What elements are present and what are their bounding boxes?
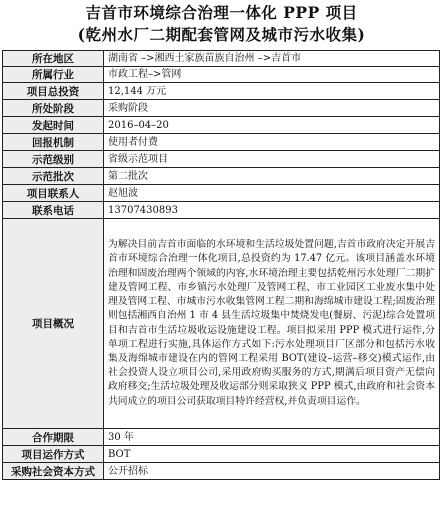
industry-value: 市政工程–>管网	[104, 67, 440, 83]
return-mechanism-value: 使用者付费	[104, 134, 440, 151]
project-info-table	[2, 50, 440, 480]
launch-time-value: 2016–04–20	[104, 117, 440, 134]
table-row	[3, 463, 440, 480]
phone-value: 13707430893	[104, 202, 440, 219]
demo-batch-label: 示范批次	[3, 168, 104, 185]
demo-batch-value: 第二批次	[104, 168, 440, 185]
operation-mode-value: BOT	[104, 446, 440, 463]
stage-value: 采购阶段	[104, 100, 440, 117]
procurement-value: 公开招标	[104, 463, 440, 480]
return-mechanism-label: 回报机制	[3, 134, 104, 151]
cooperation-period-label: 合作期限	[3, 429, 104, 446]
table-row	[3, 168, 440, 185]
table-row	[3, 219, 440, 429]
table-row	[3, 134, 440, 151]
table-row	[3, 100, 440, 117]
cooperation-period-value: 30 年	[104, 429, 440, 446]
location-label: 所在地区	[3, 51, 104, 67]
procurement-label: 采购社会资本方式	[3, 463, 104, 480]
investment-label: 项目总投资	[3, 83, 104, 100]
table-row	[3, 83, 440, 100]
contact-value: 赵旭波	[104, 185, 440, 202]
table-row	[3, 67, 440, 83]
overview-value: 为解决目前吉首市面临的水环境和生活垃圾处置问题,吉首市政府决定开展吉首市环境综合治理一体化项目,总投资约为 17.47 亿元。该项目涵盖水环境治理和固废治理两个领域的内容,水环境治理主要包括乾州污水处理厂二期扩建及管网工程、市乡镇污水处理厂及管网工程、市工业园区工业废水集中处理及管网工程、市城市污水收集管网工程二期和海绵城市建设工程;固废治理则包括湘西自治州 1 市 4 县生活垃圾集中焚烧发电(餐厨、污泥)综合处置项目和吉首市生活垃圾收运设施建设工程。项目拟采用 PPP 模式进行运作,分单项工程进行实施,具体运作方式如下:污水处理项目厂区部分和包括污水收集及海绵城市建设在内的管网工程采用 BOT(建设–运营–移交)模式运作,由社会投资人设立项目公司,采用政府购买服务的方式,期满后项目资产无偿向政府移交;生活垃圾处理及收运部分则采取狭义 PPP 模式,由政府和社会资本共同成立的项目公司获取项目特许经营权,并负责项目运作。	[104, 219, 440, 429]
table-row	[3, 429, 440, 446]
launch-time-label: 发起时间	[3, 117, 104, 134]
industry-label: 所属行业	[3, 67, 104, 83]
investment-value: 12,144 万元	[104, 83, 440, 100]
contact-label: 项目联系人	[3, 185, 104, 202]
title-line-2: (乾州水厂二期配套管网及城市污水收集)	[77, 25, 366, 44]
table-row	[3, 446, 440, 463]
table-row	[3, 117, 440, 134]
demo-level-label: 示范级别	[3, 151, 104, 168]
phone-label: 联系电话	[3, 202, 104, 219]
title-line-1: 吉首市环境综合治理一体化 PPP 项目	[85, 3, 358, 22]
table-row	[3, 151, 440, 168]
location-value: 湖南省 –>湘西土家族苗族自治州 –>吉首市	[104, 51, 440, 67]
stage-label: 所处阶段	[3, 100, 104, 117]
overview-label: 项目概况	[3, 219, 104, 429]
table-row	[3, 51, 440, 67]
table-row	[3, 202, 440, 219]
document-title	[2, 2, 441, 48]
table-row	[3, 185, 440, 202]
operation-mode-label: 项目运作方式	[3, 446, 104, 463]
demo-level-value: 省级示范项目	[104, 151, 440, 168]
